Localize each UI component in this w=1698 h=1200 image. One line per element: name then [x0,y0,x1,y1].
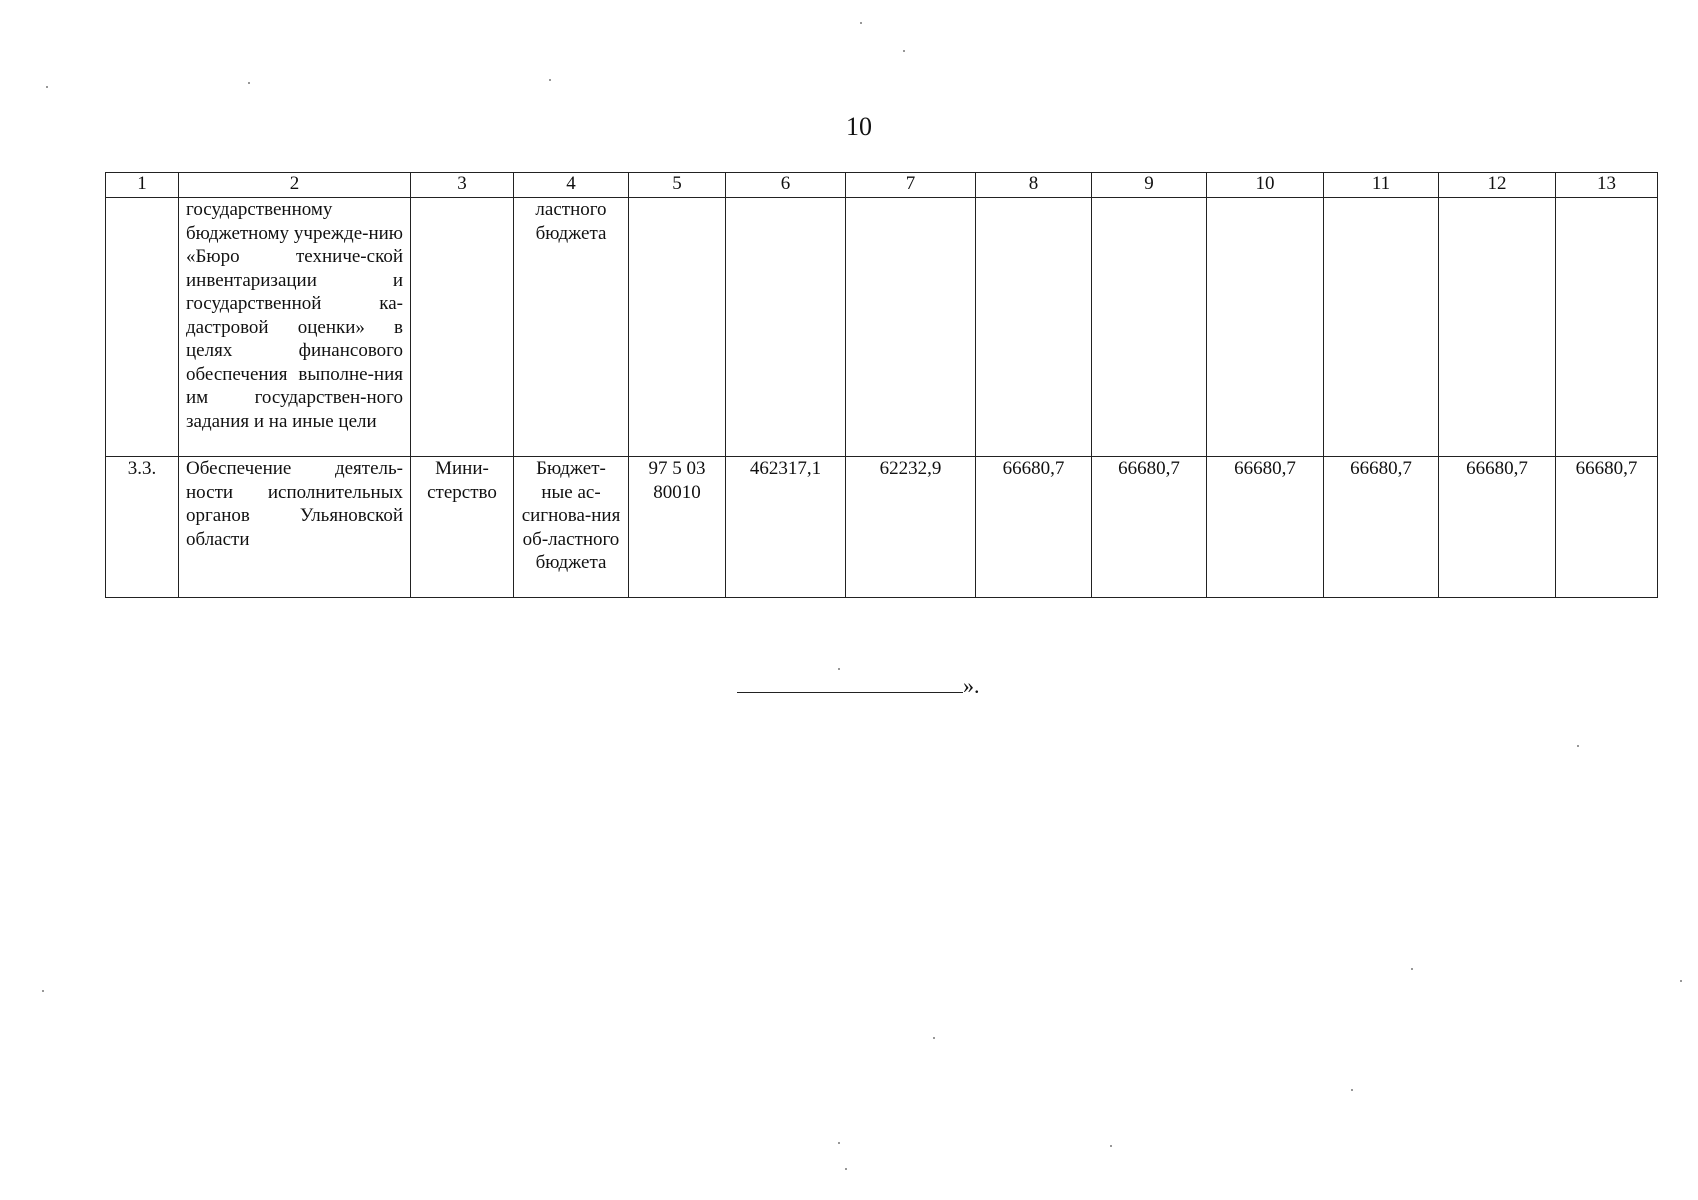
scan-speck [1680,980,1682,982]
measure-description-cell: государственному бюджетному учрежде-нию «Бюро техниче-ской инвентаризации и государственной ка-дастровой оценки» в целях финансового обеспечения выполне-ния им государствен-ного задания и на иные цели [179,198,411,457]
value-cell [1092,198,1207,457]
value-cell [1324,198,1439,457]
scan-speck [1351,1089,1353,1091]
value-cell: 62232,9 [846,457,976,598]
header-cell: 13 [1556,173,1658,198]
value-cell: 66680,7 [976,457,1092,598]
signature-underline [737,672,963,693]
value-cell [976,198,1092,457]
measure-description-cell: Обеспечение деятель-ности исполнительных органов Ульяновской области [179,457,411,598]
header-cell: 4 [514,173,629,198]
scan-speck [838,668,840,670]
scan-speck [860,22,862,24]
header-cell: 7 [846,173,976,198]
value-cell [846,198,976,457]
scan-speck [1411,968,1413,970]
executor-cell: Мини-стерство [411,457,514,598]
header-cell: 1 [106,173,179,198]
value-cell: 462317,1 [726,457,846,598]
value-cell: 66680,7 [1324,457,1439,598]
budget-table [105,172,1658,598]
value-cell [1439,198,1556,457]
table-row [106,457,1658,598]
header-cell: 2 [179,173,411,198]
row-number-cell: 3.3. [106,457,179,598]
scan-speck [46,86,48,88]
value-cell: 66680,7 [1556,457,1658,598]
closing-quote: ». [963,673,980,698]
header-cell: 12 [1439,173,1556,198]
header-cell: 3 [411,173,514,198]
scan-speck [1577,745,1579,747]
scan-speck [248,82,250,84]
value-cell: 66680,7 [1439,457,1556,598]
scan-speck [549,79,551,81]
scan-speck [1110,1145,1112,1147]
scan-speck [845,1168,847,1170]
header-cell: 10 [1207,173,1324,198]
scan-speck [838,1142,840,1144]
closing-line [737,672,980,699]
header-cell: 11 [1324,173,1439,198]
scan-speck [903,50,905,52]
header-cell: 6 [726,173,846,198]
value-cell: 66680,7 [1092,457,1207,598]
funding-source-cell: ластного бюджета [514,198,629,457]
budget-code-cell [629,198,726,457]
value-cell [1556,198,1658,457]
value-cell: 66680,7 [1207,457,1324,598]
funding-source-cell: Бюджет-ные ас-сигнова-ния об-ластного бюджета [514,457,629,598]
value-cell [1207,198,1324,457]
scan-speck [933,1037,935,1039]
header-cell: 8 [976,173,1092,198]
page-number: 10 [846,112,872,141]
header-cell: 5 [629,173,726,198]
executor-cell [411,198,514,457]
budget-code-cell: 97 5 03 80010 [629,457,726,598]
table-row [106,198,1658,457]
value-cell [726,198,846,457]
scan-speck [42,990,44,992]
row-number-cell [106,198,179,457]
table-header-row [106,173,1658,198]
header-cell: 9 [1092,173,1207,198]
